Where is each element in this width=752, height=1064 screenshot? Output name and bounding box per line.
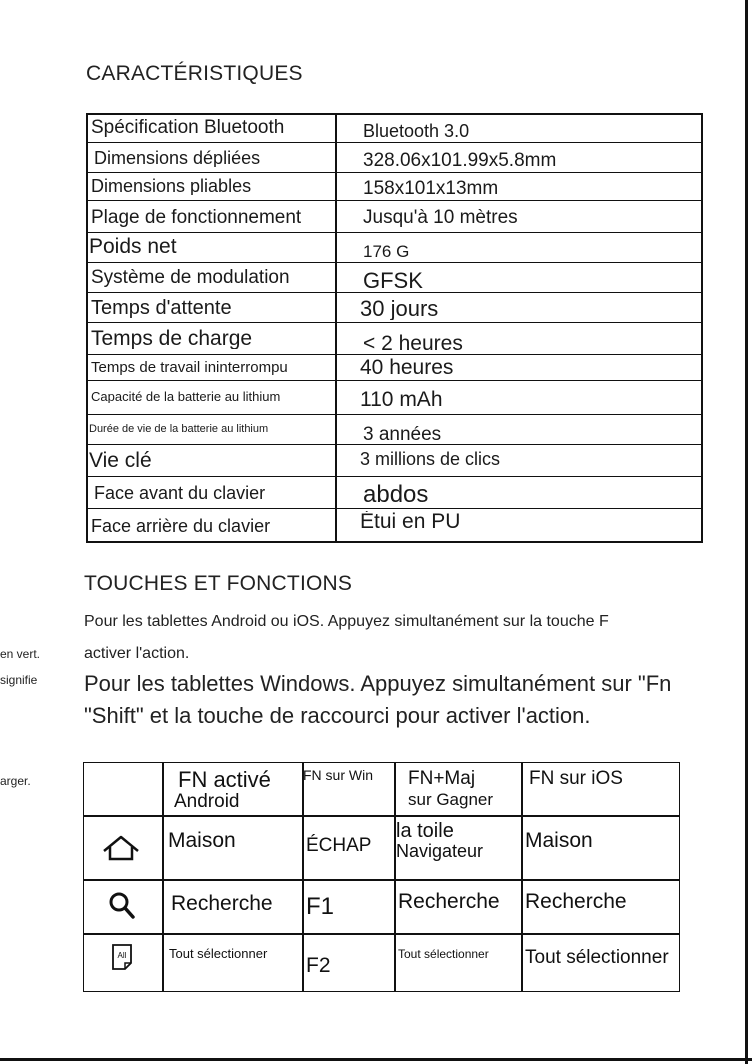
spec-label: Vie clé — [89, 450, 152, 471]
spec-row — [88, 115, 701, 143]
spec-row — [88, 415, 701, 445]
row-home-android: Maison — [168, 829, 236, 852]
spec-table — [86, 113, 703, 543]
functions-heading: TOUCHES ET FONCTIONS — [84, 572, 353, 595]
row-home-ios: Maison — [525, 829, 593, 852]
page-border-right — [745, 0, 748, 1064]
windows-instructions-line-1: Pour les tablettes Windows. Appuyez simultanément sur "Fn — [84, 671, 672, 696]
spec-row — [88, 477, 701, 509]
margin-fragment: signifie — [0, 673, 38, 687]
margin-fragment: arger. — [0, 774, 31, 788]
margin-fragment: en vert. — [0, 647, 41, 661]
spec-value: 110 mAh — [360, 389, 443, 410]
spec-value: 30 jours — [360, 298, 439, 320]
row-divider — [84, 879, 679, 881]
spec-label: Système de modulation — [91, 268, 290, 287]
spec-value: Étui en PU — [360, 511, 461, 532]
spec-label: Temps de charge — [91, 328, 253, 349]
spec-value: < 2 heures — [363, 333, 463, 354]
spec-value: 3 millions de clics — [360, 450, 501, 468]
android-instructions-line-1: Pour les tablettes Android ou iOS. Appuyez simultanément sur la touche F — [84, 613, 609, 630]
row-home-shift: la toile — [396, 820, 454, 842]
page-border-bottom — [0, 1058, 752, 1061]
spec-label: Face avant du clavier — [94, 484, 266, 502]
row-search-win: F1 — [306, 893, 335, 920]
windows-instructions-line-2: "Shift" et la touche de raccourci pour activer l'action. — [84, 703, 591, 728]
row-search-shift: Recherche — [398, 890, 500, 913]
column-divider — [394, 763, 396, 991]
android-instructions-line-2: activer l'action. — [84, 645, 190, 662]
spec-value: 40 heures — [360, 357, 454, 378]
header-fn-android: FN activé — [178, 767, 271, 792]
spec-row — [88, 293, 701, 323]
column-divider — [162, 763, 164, 991]
spec-label: Capacité de la batterie au lithium — [91, 390, 281, 403]
spec-label: Dimensions pliables — [91, 177, 252, 195]
search-icon — [108, 891, 136, 921]
spec-row — [88, 173, 701, 201]
row-selectall-android: Tout sélectionner — [169, 946, 268, 961]
spec-value: GFSK — [363, 270, 423, 292]
spec-row — [88, 201, 701, 233]
spec-value: Jusqu'à 10 mètres — [363, 208, 518, 227]
select-all-icon — [110, 943, 134, 971]
row-search-android: Recherche — [171, 892, 273, 915]
header-fn-android-sub: Android — [174, 791, 240, 812]
spec-label: Plage de fonctionnement — [91, 208, 302, 227]
spec-row — [88, 143, 701, 173]
column-divider — [302, 763, 304, 991]
spec-row — [88, 509, 701, 543]
row-selectall-shift: Tout sélectionner — [398, 947, 489, 961]
spec-label: Temps d'attente — [91, 298, 232, 318]
functions-table — [83, 762, 680, 992]
row-selectall-ios: Tout sélectionner — [525, 947, 669, 968]
row-search-ios: Recherche — [525, 890, 627, 913]
spec-label: Durée de vie de la batterie au lithium — [89, 424, 269, 435]
spec-row — [88, 355, 701, 381]
spec-label: Poids net — [89, 236, 177, 257]
row-home-shift-sub: Navigateur — [396, 841, 484, 861]
spec-value: 328.06x101.99x5.8mm — [363, 151, 557, 170]
column-divider — [521, 763, 523, 991]
spec-row — [88, 381, 701, 415]
spec-label: Face arrière du clavier — [91, 517, 271, 535]
spec-row — [88, 233, 701, 263]
spec-label: Temps de travail ininterrompu — [91, 360, 288, 375]
header-fn-ios: FN sur iOS — [529, 768, 623, 789]
row-divider — [84, 933, 679, 935]
spec-label: Spécification Bluetooth — [91, 118, 285, 137]
select-all-icon-text: All — [117, 951, 127, 960]
characteristics-heading: CARACTÉRISTIQUES — [86, 62, 303, 85]
spec-label: Dimensions dépliées — [94, 149, 261, 167]
home-icon — [102, 835, 140, 861]
spec-value: 158x101x13mm — [363, 179, 499, 198]
spec-value: abdos — [363, 483, 429, 507]
header-fn-shift-sub: sur Gagner — [408, 790, 494, 809]
spec-row — [88, 323, 701, 355]
spec-row — [88, 263, 701, 293]
header-fn-win: FN sur Win — [303, 768, 373, 783]
spec-value: 176 G — [363, 243, 410, 260]
row-divider — [84, 815, 679, 817]
row-selectall-win: F2 — [306, 954, 331, 977]
row-home-win: ÉCHAP — [306, 835, 372, 856]
spec-row — [88, 445, 701, 477]
spec-value: Bluetooth 3.0 — [363, 122, 470, 140]
spec-value: 3 années — [363, 425, 442, 444]
header-fn-shift: FN+Maj — [408, 768, 476, 789]
